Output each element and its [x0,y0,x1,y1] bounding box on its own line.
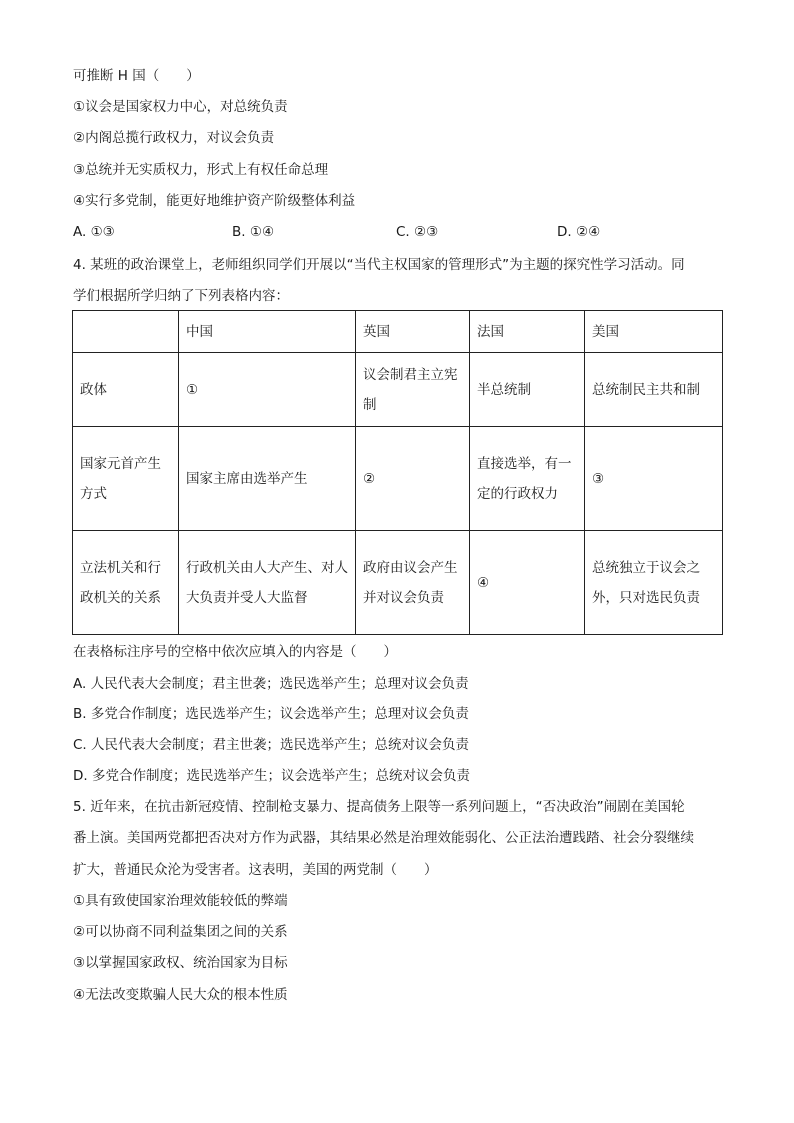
table-header-cell: 英国 [356,311,470,353]
table-header-cell [73,311,179,353]
q3-option-b: B. ①④ [232,224,275,240]
table-row [73,427,723,531]
table-cell: ④ [470,531,585,635]
table-cell: 政体 [73,353,179,427]
q5-statement-2: ②可以协商不同利益集团之间的关系 [73,924,288,940]
q3-option-a: A. ①③ [73,224,115,240]
q3-statement-3: ③总统并无实质权力，形式上有权任命总理 [73,162,329,178]
table-cell: 议会制君主立宪制 [356,353,470,427]
q4-option-a: A. 人民代表大会制度；君主世袭；选民选举产生；总理对议会负责 [73,676,469,692]
q4-stem-line-1: 4. 某班的政治课堂上，老师组织同学们开展以“当代主权国家的管理形式”为主题的探究性学习活动。同 [73,257,685,273]
q4-stem-line-2: 学们根据所学归纳了下列表格内容： [73,288,289,304]
table-cell: 总统制民主共和制 [585,353,723,427]
table-cell: 政府由议会产生并对议会负责 [356,531,470,635]
q4-option-b: B. 多党合作制度；选民选举产生；议会选举产生；总理对议会负责 [73,706,469,722]
table-cell: 总统独立于议会之外，只对选民负责 [585,531,723,635]
q3-option-d: D. ②④ [557,224,601,240]
q5-stem-line-1: 5. 近年来，在抗击新冠疫情、控制枪支暴力、提高债务上限等一系列问题上，“否决政治”闹剧在美国轮 [73,799,685,815]
q5-statement-4: ④无法改变欺骗人民大众的根本性质 [73,987,288,1003]
table-cell: 立法机关和行政机关的关系 [73,531,179,635]
table-header-cell: 法国 [470,311,585,353]
table-row [73,531,723,635]
table-row [73,353,723,427]
table-cell: ② [356,427,470,531]
table-cell: 国家主席由选举产生 [179,427,356,531]
table-header-row [73,311,723,353]
q5-statement-1: ①具有致使国家治理效能较低的弊端 [73,893,288,909]
table-cell: 半总统制 [470,353,585,427]
table-cell: 直接选举，有一定的行政权力 [470,427,585,531]
q3-option-c: C. ②③ [396,224,439,240]
table-cell: 行政机关由人大产生、对人大负责并受人大监督 [179,531,356,635]
table-header-cell: 中国 [179,311,356,353]
table-cell: ① [179,353,356,427]
governance-table [72,310,723,635]
q4-option-d: D. 多党合作制度；选民选举产生；议会选举产生；总统对议会负责 [73,768,470,784]
q4-question: 在表格标注序号的空格中依次应填入的内容是（ ） [73,644,397,660]
q5-stem-line-3: 扩大，普通民众沦为受害者。这表明，美国的两党制（ ） [73,862,438,878]
q3-statement-1: ①议会是国家权力中心，对总统负责 [73,99,288,115]
table-cell: ③ [585,427,723,531]
q3-statement-4: ④实行多党制，能更好地维护资产阶级整体利益 [73,193,356,209]
q3-statement-2: ②内阁总揽行政权力，对议会负责 [73,130,275,146]
q4-option-c: C. 人民代表大会制度；君主世袭；选民选举产生；总统对议会负责 [73,737,470,753]
table-header-cell: 美国 [585,311,723,353]
q5-stem-line-2: 番上演。美国两党都把否决对方作为武器，其结果必然是治理效能弱化、公正法治遭践踏、社会分裂继续 [73,830,694,846]
table-cell: 国家元首产生方式 [73,427,179,531]
q5-statement-3: ③以掌握国家政权、统治国家为目标 [73,955,288,971]
q3-stem: 可推断 H 国（ ） [73,68,200,84]
